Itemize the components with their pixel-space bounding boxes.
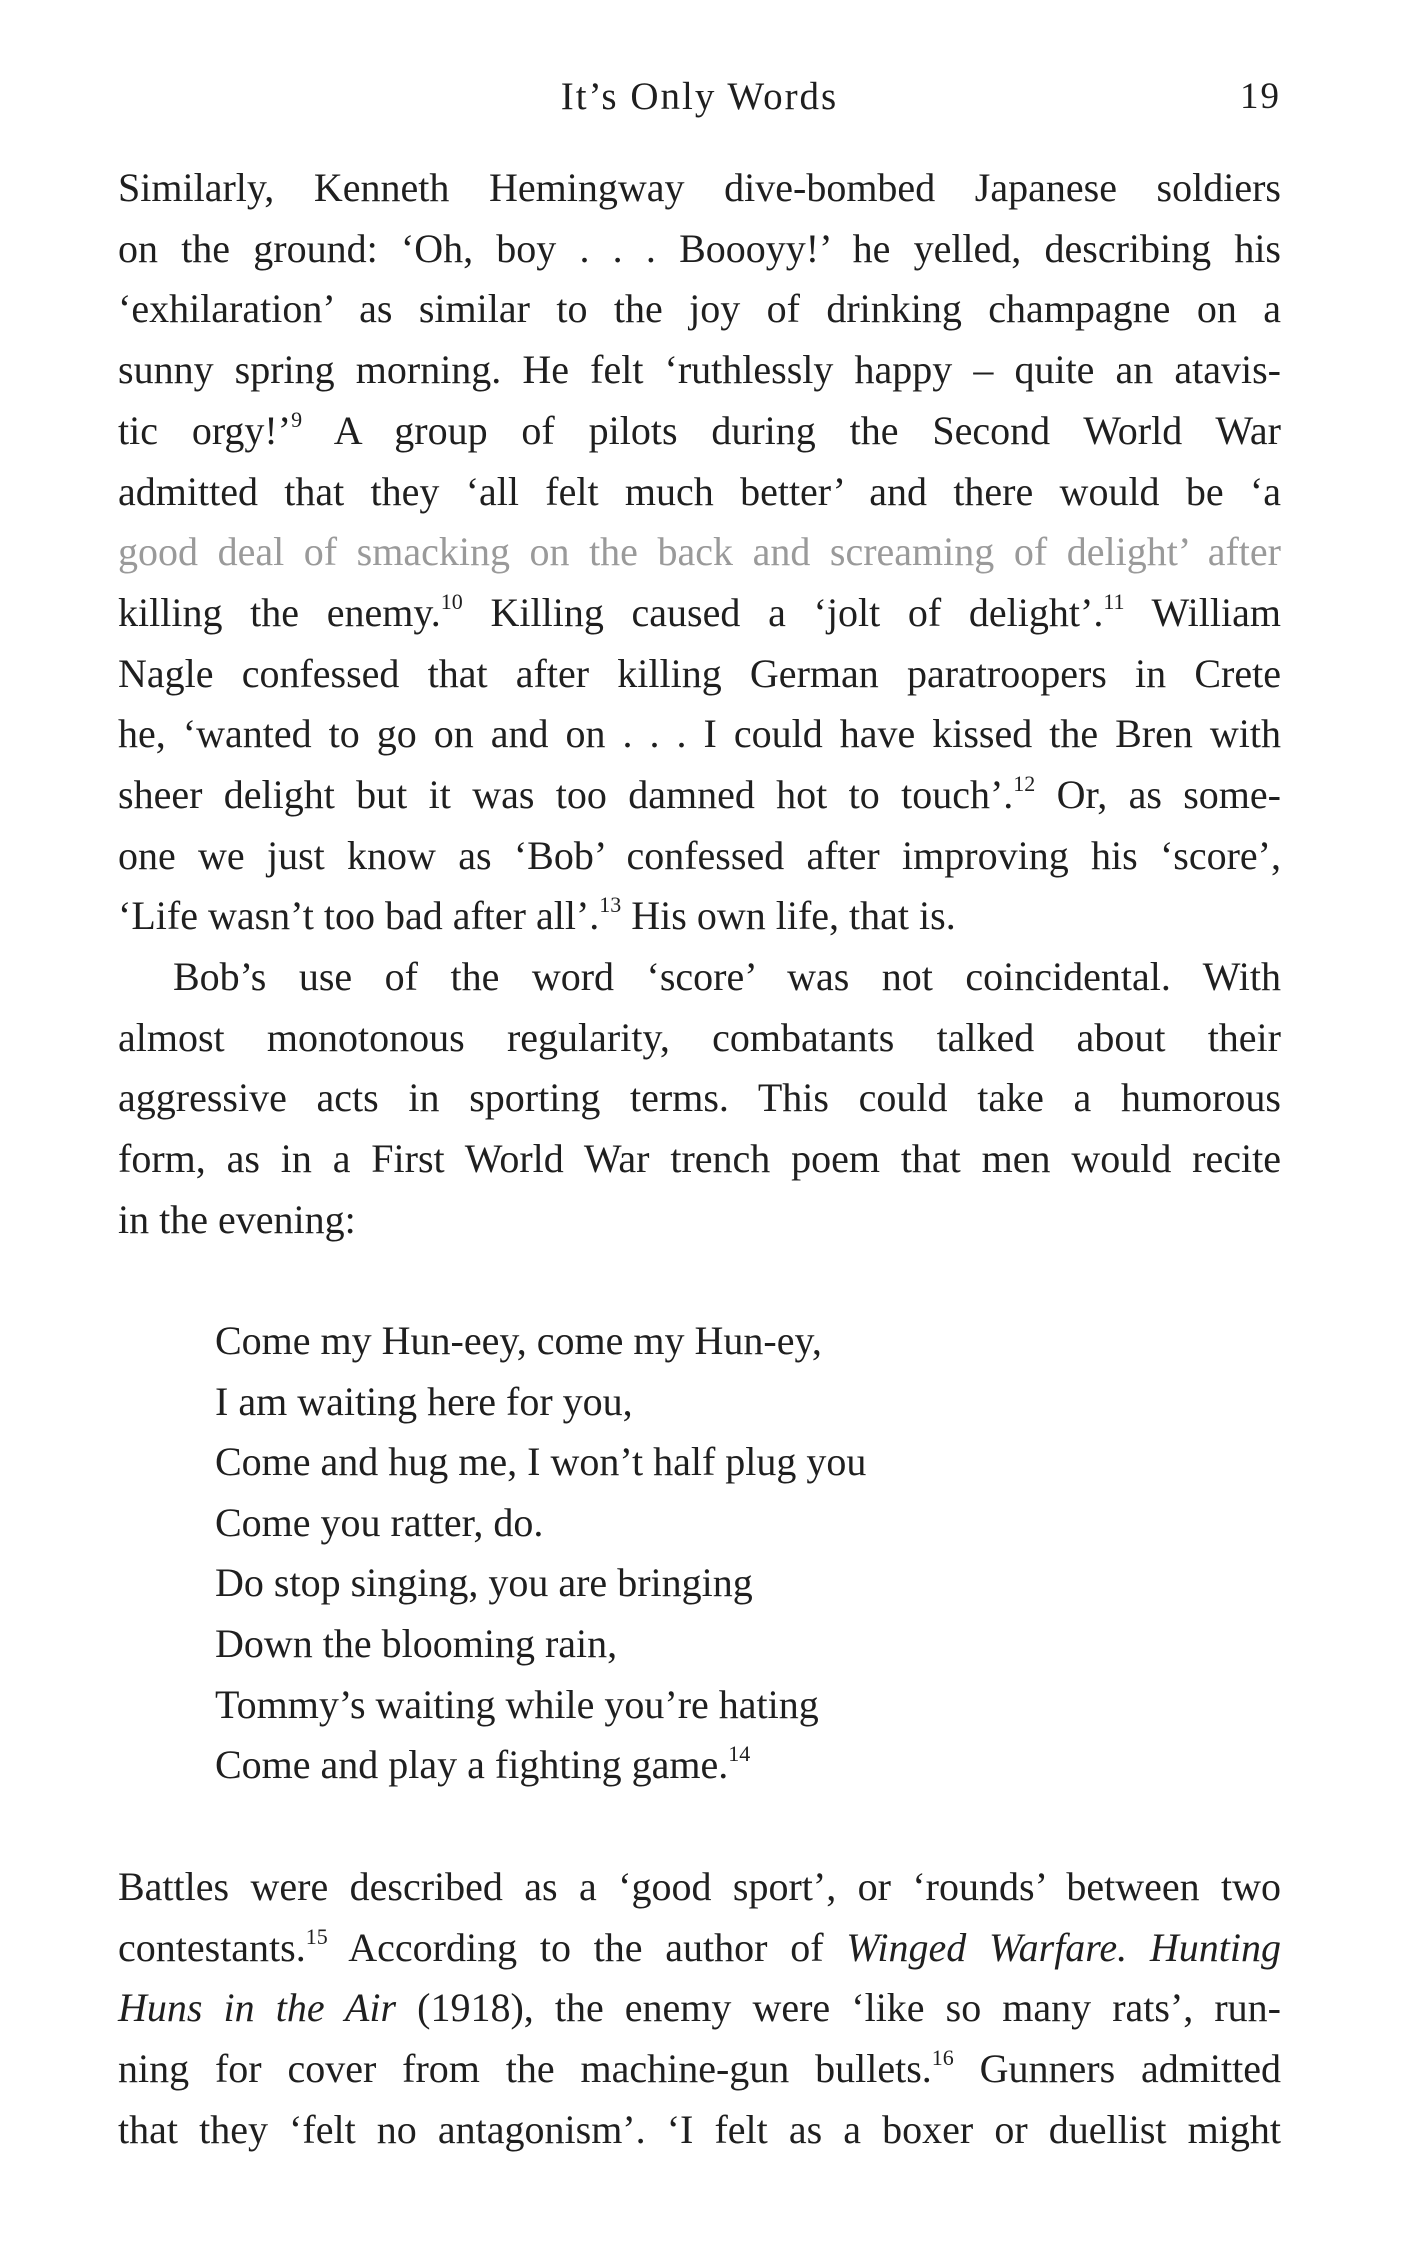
paragraph-1: [118, 158, 1281, 947]
text-line: killing the enemy.$^{10}$ Killing caused a ‘jolt of delight’.$^{11}$ William: [118, 588, 1281, 635]
trench-poem: [215, 1311, 1115, 1796]
poem-line: Do stop singing, you are bringing: [215, 1560, 753, 1606]
text-line: Battles were described as a ‘good sport’, or ‘rounds’ between two: [118, 1864, 1281, 1909]
text-line: ning for cover from the machine-gun bullets.$^{16}$ Gunners admitted: [118, 2045, 1281, 2092]
poem-line: Down the blooming rain,: [215, 1620, 618, 1666]
text-line: on the ground: ‘Oh, boy . . . Boooyy!’ he yelled, describing his: [118, 225, 1281, 271]
text-line: Nagle confessed that after killing German paratroopers in Crete: [118, 650, 1281, 696]
footnote-ref: 14: [728, 1741, 751, 1767]
text-line: Huns in the Air (1918), the enemy were ‘like so many rats’, run-: [118, 1985, 1281, 2031]
footnote-ref: 9: [291, 406, 303, 432]
page-number: 19: [1240, 76, 1281, 117]
text-line: tic orgy!’$^9$ A group of pilots during the Second World War: [118, 406, 1281, 453]
book-title-italic: Winged Warfare. Hunting: [846, 1924, 1281, 1970]
running-title: It’s Only Words: [560, 75, 839, 118]
running-head: [118, 72, 1281, 122]
paragraph-3: [118, 1857, 1281, 2161]
text-line: sheer delight but it was too damned hot to touch’.$^{12}$ Or, as some-: [118, 771, 1281, 818]
poem-line: Come you ratter, do.: [215, 1499, 544, 1545]
footnote-ref: 15: [305, 1923, 328, 1949]
text-line: admitted that they ‘all felt much better’ and there would be ‘a: [118, 468, 1281, 514]
paragraph-2: [118, 947, 1281, 1251]
text-line: form, as in a First World War trench poem that men would recite: [118, 1136, 1281, 1182]
text-line-faded: good deal of smacking on the back and screaming of delight’ after: [118, 529, 1281, 575]
poem-line: Tommy’s waiting while you’re hating: [215, 1681, 819, 1727]
text-line: Similarly, Kenneth Hemingway dive-bombed Japanese soldiers: [118, 165, 1281, 210]
text-line: ‘Life wasn’t too bad after all’.$^{13}$ His own life, that is.: [118, 892, 956, 939]
text-line: that they ‘felt no antagonism’. ‘I felt as a boxer or duellist might: [118, 2106, 1281, 2152]
footnote-ref: 11: [1103, 588, 1125, 614]
text-line: Bob’s use of the word ‘score’ was not coincidental. With: [173, 954, 1281, 999]
footnote-ref: 13: [599, 892, 622, 918]
poem-line: Come and hug me, I won’t half plug you: [215, 1439, 867, 1485]
poem-line: Come and play a fighting game.$^{14}$: [215, 1741, 751, 1788]
text-line: aggressive acts in sporting terms. This could take a humorous: [118, 1075, 1281, 1121]
footnote-ref: 10: [440, 588, 463, 614]
text-line: he, ‘wanted to go on and on . . . I could have kissed the Bren with: [118, 711, 1281, 757]
book-title-italic: Huns in the Air: [118, 1985, 397, 2031]
footnote-ref: 16: [931, 2045, 954, 2071]
text-line: almost monotonous regularity, combatants talked about their: [118, 1014, 1281, 1060]
text-line: one we just know as ‘Bob’ confessed after improving his ‘score’,: [118, 832, 1281, 878]
text-line: sunny spring morning. He felt ‘ruthlessly happy – quite an atavis-: [118, 347, 1281, 393]
text-line: ‘exhilaration’ as similar to the joy of drinking champagne on a: [118, 286, 1281, 332]
poem-line: I am waiting here for you,: [215, 1378, 633, 1424]
text-line: in the evening:: [118, 1196, 356, 1242]
poem-line: Come my Hun-eey, come my Hun-ey,: [215, 1318, 822, 1363]
footnote-ref: 12: [1013, 771, 1036, 797]
text-line: contestants.$^{15}$ According to the author of Winged Warfare. Hunting: [118, 1923, 1281, 1970]
